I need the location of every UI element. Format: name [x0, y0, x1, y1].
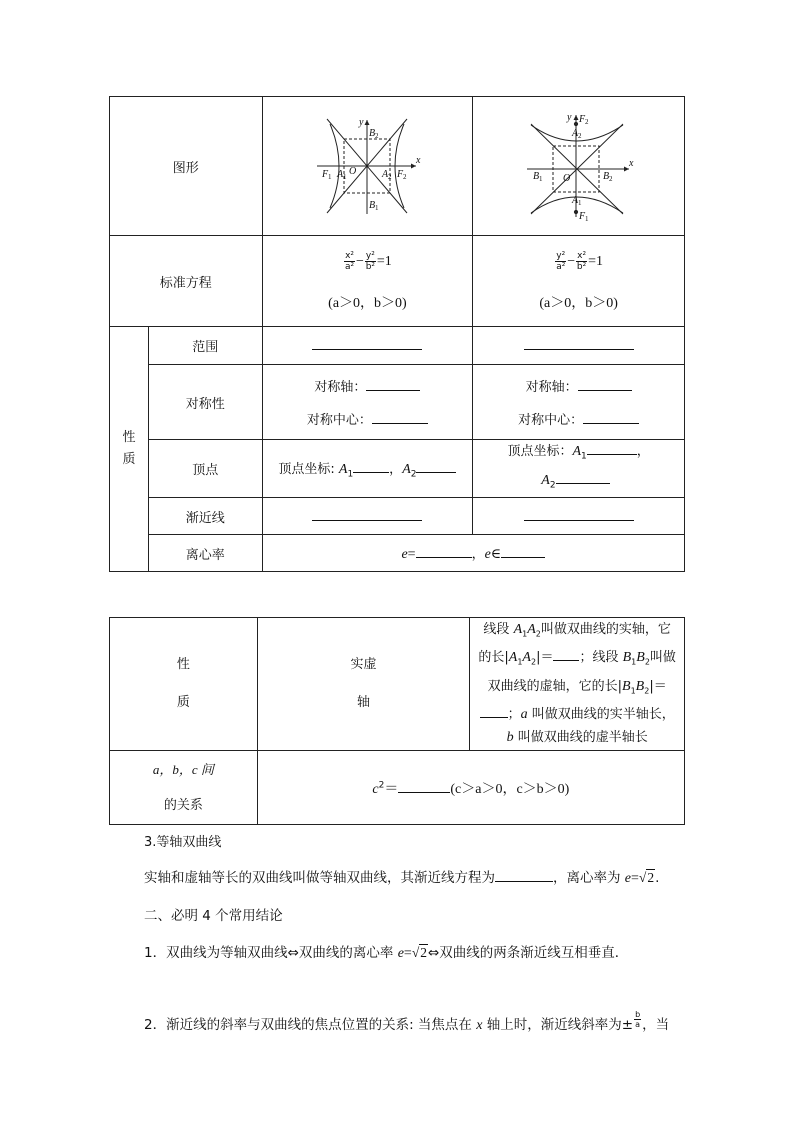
asymptote-eq-blank[interactable]	[495, 869, 553, 882]
vertex-B1-sub-right: 1	[538, 175, 543, 183]
vertex-A1-sub: 1	[343, 173, 347, 181]
sym-center-label: 对称中心：	[306, 413, 372, 428]
axis-desc-cell: 线段 $A_1A_2$叫做双曲线的实轴，它 的长$|A_1A_2|=$ ；线段 $B_1B_2$叫做 双曲线的虚轴，它的长$|B_1B_2|=$ ；a 叫做双曲线的实半轴长， b 叫做双曲线的虚半轴长	[470, 618, 685, 751]
frac-x2-a2: $\frac{\text{x²}}{\text{a²}}$	[344, 250, 355, 272]
standard-eq-left-cell	[262, 236, 473, 327]
sym-center-blank[interactable]	[372, 411, 428, 424]
section3-title: 3.等轴双曲线	[144, 835, 222, 850]
y-axis-label-right: y	[566, 112, 572, 123]
focus-F2-label-right: F	[578, 114, 585, 125]
imag-axis-length-blank[interactable]	[480, 705, 508, 718]
asymptote-right-blank[interactable]	[473, 498, 685, 535]
ecc-value-blank[interactable]	[416, 545, 472, 558]
equation-right: $\frac{\text{y²}}{\text{a²}}$ − $\frac{\text{x²}}{\text{b²}}$ =1	[556, 250, 603, 272]
vertex-prefix-right: 顶点坐标：	[507, 444, 573, 459]
relation-label-1: a，b，c 间	[152, 761, 214, 777]
frac-y2-b2: $\frac{\text{y²}}{\text{b²}}$	[365, 250, 376, 272]
graph-left-cell	[262, 97, 473, 236]
axis-relation-table	[109, 617, 685, 825]
eccentricity-cell: e= ，e∈	[262, 535, 684, 572]
hyperbola-properties-table	[109, 96, 685, 572]
vertex-A2-sub: 2	[388, 173, 392, 181]
asymptote-label: 渐近线	[185, 510, 225, 526]
focus-F2-label: F	[397, 169, 404, 180]
symmetry-label: 对称性	[185, 396, 225, 412]
equilateral-hyperbola-text: 实轴和虚轴等长的双曲线叫做等轴双曲线，其渐近线方程为 ，离心率为 e=√2.	[144, 870, 660, 886]
vertex-prefix: 顶点坐标:	[278, 461, 339, 477]
vertex-B1-label: B	[369, 200, 376, 211]
focus-F1-label: F	[322, 169, 329, 180]
frac-y2-a2: $\frac{\text{y²}}{\text{a²}}$	[556, 250, 566, 272]
vertex-B2-label-right: B	[602, 171, 609, 182]
vertex-A2-sub-right: 2	[577, 132, 582, 140]
graph-label: 图形	[172, 160, 199, 176]
vertex-A2-blank[interactable]	[416, 460, 456, 473]
graph-vertical-hyperbola	[523, 111, 635, 221]
focus-F1-label-right: F	[578, 211, 585, 221]
ecc-range-label: e∈	[484, 547, 502, 563]
vertex-A2-label-right: A	[571, 128, 578, 139]
real-axis-length-blank[interactable]	[553, 648, 579, 661]
focus-F2-sub: 2	[403, 173, 407, 181]
c-squared-blank[interactable]	[398, 780, 450, 793]
relation-condition: (c＞a＞0，c＞b＞0)	[450, 781, 570, 797]
axis-label-1: 实虚	[350, 657, 377, 672]
conclusion-2: 2．渐近线的斜率与双曲线的焦点位置的关系: 当焦点在 x 轴上时，渐近线斜率为± $\frac{b}{a}$ ，当	[144, 1009, 670, 1033]
axis-label-cell	[257, 618, 470, 751]
x-axis-label: x	[416, 155, 421, 166]
ecc-range-blank[interactable]	[501, 545, 545, 558]
focus-F2-sub-right: 2	[584, 118, 589, 126]
vertex-A1-sub-right: 1	[577, 199, 582, 207]
standard-eq-label: 标准方程	[159, 275, 212, 291]
y-axis-label: y	[359, 117, 364, 128]
focus-F1-sub-right: 1	[584, 215, 589, 221]
graph-horizontal-hyperbola	[312, 114, 422, 218]
vertex-A1-blank[interactable]	[353, 460, 389, 473]
standard-eq-label-cell	[110, 236, 263, 327]
symmetry-label-cell	[148, 365, 262, 440]
vertex-B2-label: B	[369, 128, 376, 139]
vertex-A1-label-right: A	[571, 195, 578, 206]
graph-label-cell	[110, 97, 263, 236]
vertex-B2-sub: 2	[375, 132, 379, 140]
range-label: 范围	[192, 340, 219, 355]
range-left-blank[interactable]	[262, 327, 473, 365]
origin-label-right: O	[562, 173, 570, 184]
property-label-cell	[110, 327, 149, 572]
sym-center-blank-right[interactable]	[583, 411, 639, 424]
vertex-label-cell	[148, 440, 262, 498]
graph-right-cell	[473, 97, 685, 236]
standard-eq-right-cell	[473, 236, 685, 327]
conclusion-1: 1．双曲线为等轴双曲线⇔双曲线的离心率 e=√2⇔双曲线的两条渐近线互相垂直．	[144, 945, 629, 961]
vertex-left-cell: 顶点坐标: $A_1$ ，$A_2$	[262, 440, 473, 498]
sym-axis-blank[interactable]	[366, 378, 420, 391]
asymptote-label-cell	[148, 498, 262, 535]
sym-axis-label: 对称轴：	[314, 380, 367, 395]
symmetry-left-cell	[262, 365, 473, 440]
vertex-label: 顶点	[192, 463, 219, 479]
origin-label: O	[349, 166, 357, 177]
range-label-cell	[148, 327, 262, 365]
vertex-A2-label: A	[382, 169, 389, 180]
section-two-title: 二、必明 4 个常用结论	[144, 908, 283, 924]
equation-left: $\frac{\text{x²}}{\text{a²}}$ − $\frac{\text{y²}}{\text{b²}}$ =1	[344, 250, 392, 272]
focus-F1-sub: 1	[328, 173, 332, 181]
vertex-A1-blank-right[interactable]	[587, 442, 637, 455]
eccentricity-label-cell	[148, 535, 262, 572]
sym-axis-label-right: 对称轴：	[525, 380, 578, 395]
eccentricity-label: 离心率	[185, 547, 225, 563]
sym-center-label-right: 对称中心：	[518, 413, 584, 428]
prop-label-1: 性	[176, 657, 190, 672]
vertex-B2-sub-right: 2	[608, 175, 613, 183]
property-label: 性质	[122, 430, 136, 468]
x-axis-label-right: x	[628, 158, 634, 169]
vertex-right-cell: 顶点坐标：$A_1$ ， $A_2$	[473, 440, 685, 498]
range-right-blank[interactable]	[473, 327, 685, 365]
symmetry-right-cell	[473, 365, 685, 440]
relation-cell: $c^2= (c>a>0$，c＞b＞0)	[257, 751, 684, 825]
vertex-A1-label: A	[337, 169, 344, 180]
frac-x2-b2: $\frac{\text{x²}}{\text{b²}}$	[576, 250, 587, 272]
axis-label-2: 轴	[357, 695, 371, 710]
sym-axis-blank-right[interactable]	[578, 378, 632, 391]
vertex-B1-label-right: B	[532, 171, 539, 182]
asymptote-left-blank[interactable]	[262, 498, 473, 535]
condition-left: (a＞0，b＞0)	[328, 295, 407, 311]
vertex-A2-blank-right[interactable]	[556, 471, 610, 484]
prop-label-2: 质	[176, 695, 190, 710]
vertex-B1-sub: 1	[375, 204, 379, 212]
condition-right: (a＞0，b＞0)	[539, 295, 618, 311]
prop-label-cell-2	[110, 618, 258, 751]
relation-label-cell	[110, 751, 258, 825]
relation-label-2: 的关系	[163, 797, 203, 813]
frac-b-a: $\frac{b}{a}$	[635, 1009, 641, 1029]
